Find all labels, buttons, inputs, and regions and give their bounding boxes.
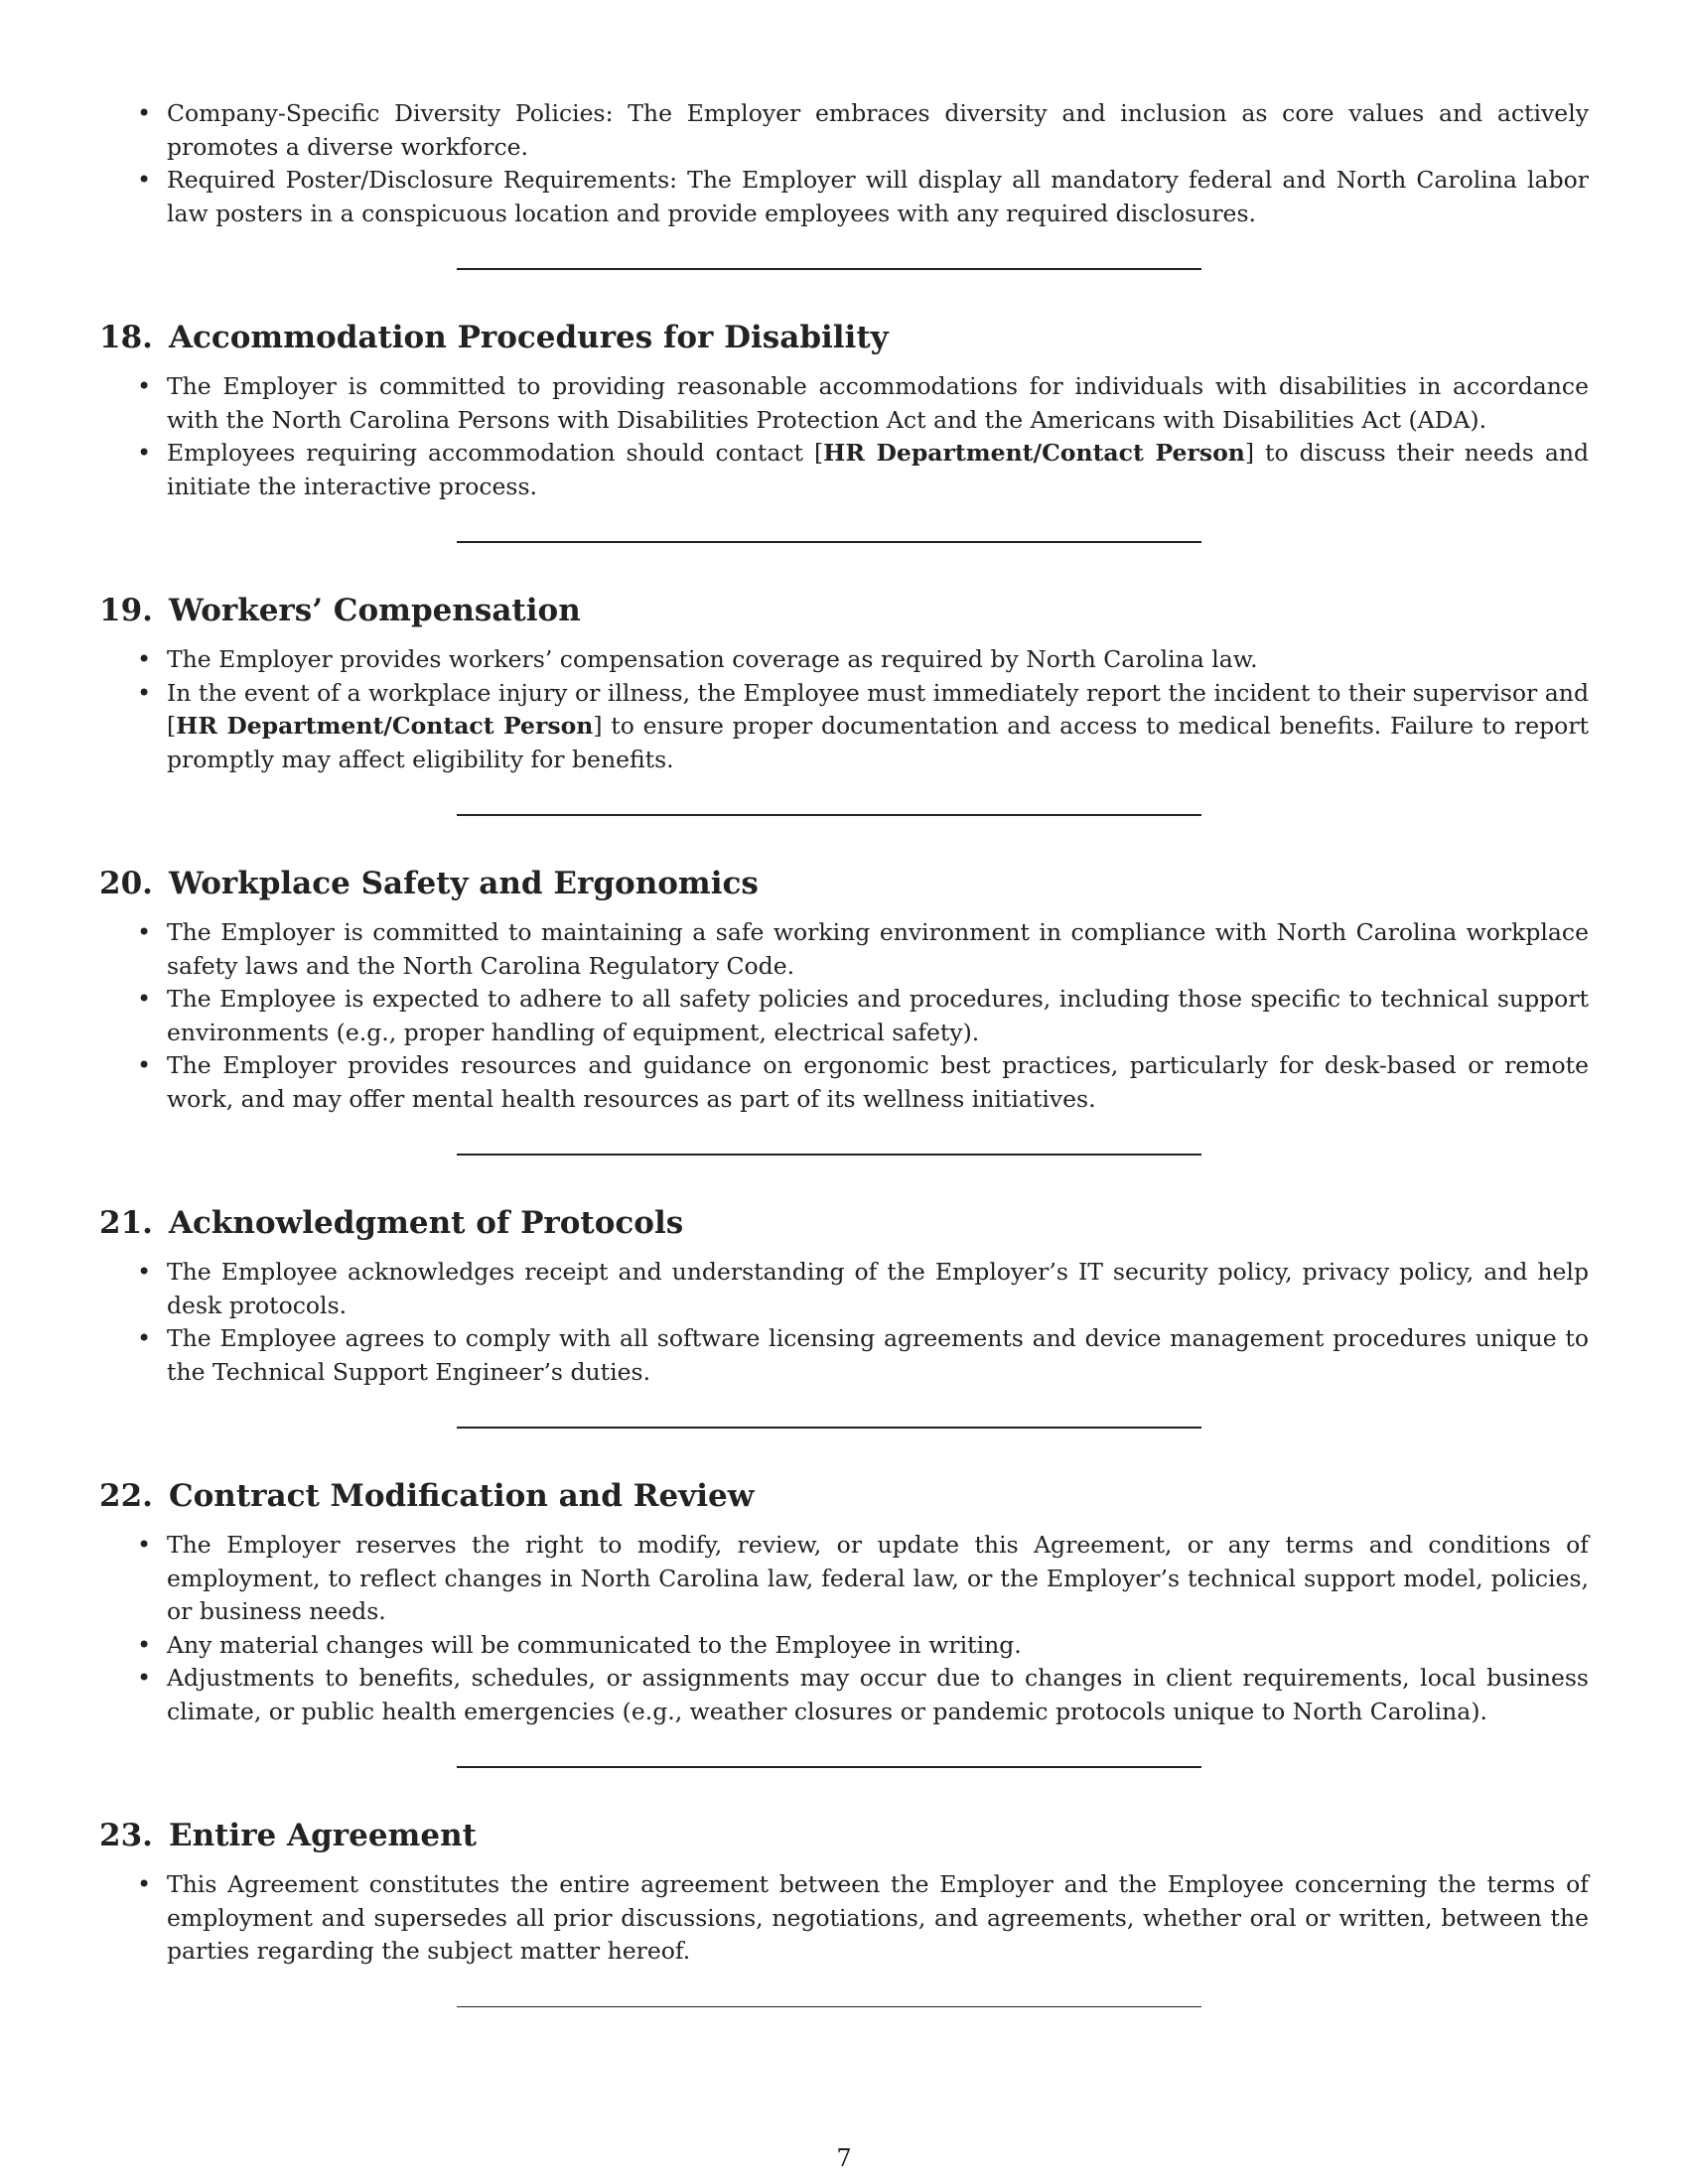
section-title: Workplace Safety and Ergonomics bbox=[168, 866, 759, 901]
section-heading-19 bbox=[99, 592, 1589, 629]
list-item: • The Employer is committed to providing reasonable accommodations for individuals with disabilities in accordance with the North Carolina Persons with Disabilities Protection Act and the Americans with Disabilities Act (ADA). bbox=[99, 370, 1589, 437]
section-title: Workers’ Compensation bbox=[168, 593, 581, 628]
section-divider bbox=[457, 1766, 1201, 1768]
list-item: • Required Poster/Disclosure Requirements: The Employer will display all mandatory federal and North Carolina labor law posters in a conspicuous location and provide employees with any required disclosures. bbox=[99, 164, 1589, 230]
section-divider bbox=[457, 814, 1201, 816]
text-segment: ] to discuss their needs and initiate the interactive process. bbox=[167, 439, 1590, 500]
list-item: • The Employer provides workers’ compensation coverage as required by North Carolina law. bbox=[99, 643, 1589, 677]
text-segment: ] to ensure proper documentation and access to medical benefits. Failure to report promptly may affect eligibility for benefits. bbox=[167, 712, 1590, 773]
section-title: Accommodation Procedures for Disability bbox=[168, 320, 889, 355]
list-item bbox=[99, 677, 1589, 777]
section-title: Acknowledgment of Protocols bbox=[168, 1205, 684, 1241]
section-heading-23 bbox=[99, 1817, 1589, 1854]
section-23-list bbox=[99, 1868, 1589, 1969]
section-divider bbox=[457, 268, 1201, 270]
section-title: Contract Modification and Review bbox=[168, 1478, 755, 1514]
section-number: 23. bbox=[99, 1818, 153, 1853]
list-item: • Adjustments to benefits, schedules, or assignments may occur due to changes in client requirements, local business climate, or public health emergencies (e.g., weather closures or pandemic protocols unique to North Carolina). bbox=[99, 1662, 1589, 1728]
page-number: 7 bbox=[836, 2144, 852, 2172]
section-divider bbox=[457, 2006, 1201, 2007]
text-segment: Employees requiring accommodation should contact [ bbox=[167, 439, 824, 467]
list-item: • The Employer reserves the right to modify, review, or update this Agreement, or any terms and conditions of employment, to reflect changes in North Carolina law, federal law, or the Employer’s technical support model, policies, or business needs. bbox=[99, 1529, 1589, 1629]
list-item: • Company-Specific Diversity Policies: The Employer embraces diversity and inclusion as core values and actively promotes a diverse workforce. bbox=[99, 97, 1589, 164]
intro-list bbox=[99, 97, 1589, 230]
section-divider bbox=[457, 541, 1201, 543]
list-item: • This Agreement constitutes the entire agreement between the Employer and the Employee concerning the terms of employment and supersedes all prior discussions, negotiations, and agreements, whether oral or written, between the parties regarding the subject matter hereof. bbox=[99, 1868, 1589, 1969]
section-20-list bbox=[99, 916, 1589, 1116]
section-number: 19. bbox=[99, 593, 153, 628]
section-number: 21. bbox=[99, 1205, 153, 1241]
text-segment: In the event of a workplace injury or illness, the Employee must immediately report the incident to their supervisor and [ bbox=[167, 678, 1589, 740]
section-heading-18 bbox=[99, 319, 1589, 356]
section-title: Entire Agreement bbox=[168, 1818, 477, 1853]
list-item: • Any material changes will be communicated to the Employee in writing. bbox=[99, 1629, 1589, 1663]
section-18-list bbox=[99, 370, 1589, 503]
section-22-list bbox=[99, 1529, 1589, 1728]
section-heading-21 bbox=[99, 1204, 1589, 1242]
section-21-list bbox=[99, 1256, 1589, 1389]
list-item: • The Employer provides resources and guidance on ergonomic best practices, particularly for desk-based or remote work, and may offer mental health resources as part of its wellness initiatives. bbox=[99, 1049, 1589, 1116]
document-page bbox=[99, 97, 1589, 2007]
section-divider bbox=[457, 1154, 1201, 1156]
list-item: • The Employee acknowledges receipt and understanding of the Employer’s IT security policy, privacy policy, and help desk protocols. bbox=[99, 1256, 1589, 1322]
list-item: • The Employee agrees to comply with all software licensing agreements and device management procedures unique to the Technical Support Engineer’s duties. bbox=[99, 1322, 1589, 1389]
section-divider bbox=[457, 1427, 1201, 1429]
section-number: 20. bbox=[99, 866, 153, 901]
section-heading-20 bbox=[99, 865, 1589, 902]
section-number: 22. bbox=[99, 1478, 153, 1514]
placeholder-bold: HR Department/Contact Person bbox=[176, 712, 594, 740]
list-item: • The Employer is committed to maintaining a safe working environment in compliance with North Carolina workplace safety laws and the North Carolina Regulatory Code. bbox=[99, 916, 1589, 983]
list-item bbox=[99, 437, 1589, 503]
section-number: 18. bbox=[99, 320, 153, 355]
section-heading-22 bbox=[99, 1477, 1589, 1515]
list-item: • The Employee is expected to adhere to all safety policies and procedures, including those specific to technical support environments (e.g., proper handling of equipment, electrical safety). bbox=[99, 983, 1589, 1049]
section-19-list bbox=[99, 643, 1589, 776]
placeholder-bold: HR Department/Contact Person bbox=[823, 439, 1245, 467]
